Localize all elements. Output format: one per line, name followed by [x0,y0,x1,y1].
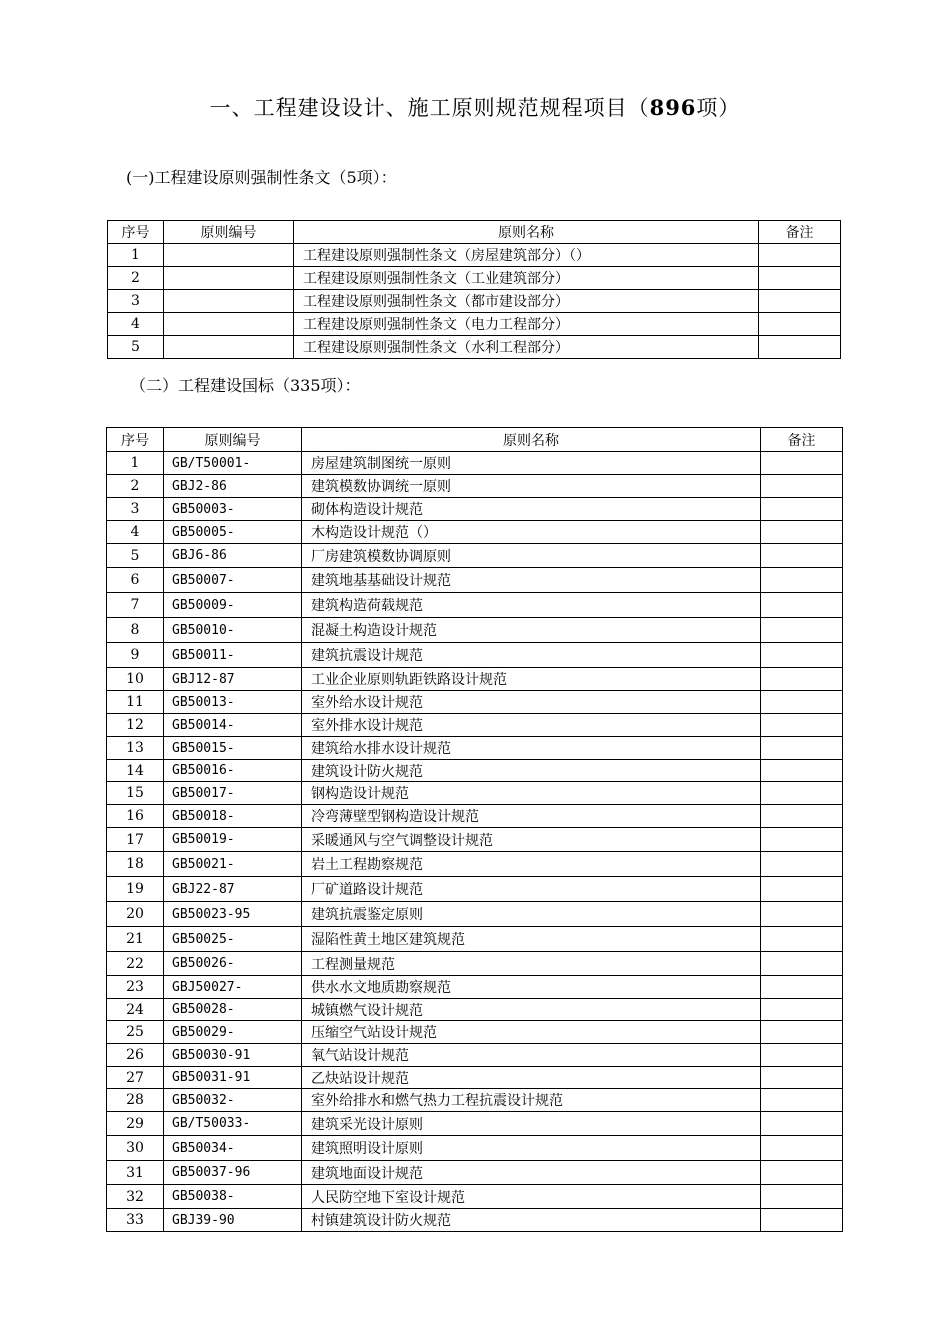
table-row [108,313,841,336]
row-name: 建筑给水排水设计规范 [302,737,761,760]
row-no: 2 [107,475,164,498]
row-name: 工程测量规范 [302,952,761,976]
row-code: GB/T50033- [164,1112,302,1136]
row-note [761,1067,843,1089]
row-name: 人民防空地下室设计规范 [302,1185,761,1209]
row-code: GBJ22-87 [164,877,302,902]
table-row [107,643,843,668]
row-name: 村镇建筑设计防火规范 [302,1209,761,1232]
row-name: 岩土工程勘察规范 [302,852,761,877]
row-note [761,1185,843,1209]
row-code [164,313,294,336]
table-row [107,1161,843,1185]
row-note [759,313,841,336]
row-note [761,805,843,828]
row-code [164,244,294,267]
row-no: 25 [107,1021,164,1044]
section2-table [106,427,843,1232]
row-no: 12 [107,714,164,737]
table-row [107,760,843,782]
row-note [761,475,843,498]
row-note [761,1089,843,1112]
row-code: GB50015- [164,737,302,760]
table-row [108,336,841,359]
row-name: 供水水文地质勘察规范 [302,976,761,999]
row-name: 室外给水设计规范 [302,691,761,714]
table-row [107,1089,843,1112]
row-name: 氧气站设计规范 [302,1044,761,1067]
row-no: 32 [107,1185,164,1209]
row-code [164,267,294,290]
row-no: 3 [108,290,164,313]
row-name: 钢构造设计规范 [302,782,761,805]
table-row [107,805,843,828]
row-no: 9 [107,643,164,668]
table-row [107,1209,843,1232]
row-name: 房屋建筑制图统一原则 [302,452,761,475]
row-note [761,1161,843,1185]
row-note [761,782,843,805]
table-row [108,290,841,313]
table-row [107,782,843,805]
title-count: 896 [649,95,697,120]
row-no: 33 [107,1209,164,1232]
header-name: 原则名称 [302,428,761,452]
table-row [107,1185,843,1209]
row-no: 7 [107,593,164,618]
row-note [761,1209,843,1232]
row-no: 29 [107,1112,164,1136]
row-no: 19 [107,877,164,902]
row-name: 建筑模数协调统一原则 [302,475,761,498]
table-row [107,452,843,475]
table-header-row [107,428,843,452]
row-code: GB50029- [164,1021,302,1044]
row-name: 工程建设原则强制性条文（电力工程部分） [294,313,759,336]
row-name: 工程建设原则强制性条文（都市建设部分） [294,290,759,313]
row-code: GB50017- [164,782,302,805]
row-code: GBJ6-86 [164,544,302,568]
table-row [107,668,843,691]
row-note [761,618,843,643]
row-note [759,244,841,267]
row-code [164,336,294,359]
row-name: 厂矿道路设计规范 [302,877,761,902]
header-no: 序号 [107,428,164,452]
row-code: GB50023-95 [164,902,302,927]
row-no: 6 [107,568,164,593]
row-note [761,737,843,760]
row-no: 3 [107,498,164,521]
row-no: 28 [107,1089,164,1112]
row-code: GB50034- [164,1136,302,1161]
section1-heading: (一)工程建设原则强制性条文（5项）： [126,168,397,187]
row-code: GB50003- [164,498,302,521]
table-row [107,852,843,877]
table-row [107,691,843,714]
row-no: 8 [107,618,164,643]
row-name: 建筑抗震鉴定原则 [302,902,761,927]
title-prefix: 一、工程建设设计、施工原则规范规程项目（ [209,96,650,120]
row-name: 工程建设原则强制性条文（房屋建筑部分）（） [294,244,759,267]
row-note [761,452,843,475]
row-note [761,828,843,852]
row-code: GB50009- [164,593,302,618]
row-note [761,643,843,668]
row-code: GB50038- [164,1185,302,1209]
row-no: 11 [107,691,164,714]
row-name: 建筑采光设计原则 [302,1112,761,1136]
table-row [107,927,843,952]
row-no: 31 [107,1161,164,1185]
row-no: 1 [107,452,164,475]
row-name: 建筑地面设计规范 [302,1161,761,1185]
row-no: 10 [107,668,164,691]
row-code: GB50011- [164,643,302,668]
row-note [761,593,843,618]
row-no: 15 [107,782,164,805]
table-row [107,976,843,999]
row-name: 砌体构造设计规范 [302,498,761,521]
row-name: 建筑抗震设计规范 [302,643,761,668]
row-code: GB50016- [164,760,302,782]
row-note [761,691,843,714]
table-row [107,1136,843,1161]
row-note [761,568,843,593]
row-code: GBJ39-90 [164,1209,302,1232]
row-note [761,668,843,691]
row-note [761,1021,843,1044]
table-row [107,593,843,618]
row-code: GB50031-91 [164,1067,302,1089]
row-note [761,976,843,999]
table-row [107,902,843,927]
table-row [107,952,843,976]
row-note [761,714,843,737]
row-note [761,1136,843,1161]
row-no: 17 [107,828,164,852]
table-row [107,521,843,544]
row-no: 24 [107,999,164,1021]
row-name: 工业企业原则轨距铁路设计规范 [302,668,761,691]
row-note [761,760,843,782]
row-name: 木构造设计规范（） [302,521,761,544]
table-row [107,877,843,902]
row-name: 混凝土构造设计规范 [302,618,761,643]
header-note: 备注 [759,221,841,244]
row-no: 26 [107,1044,164,1067]
row-no: 13 [107,737,164,760]
row-name: 冷弯薄壁型钢构造设计规范 [302,805,761,828]
row-name: 建筑构造荷载规范 [302,593,761,618]
table-row [108,267,841,290]
table-row [107,475,843,498]
table-row [107,999,843,1021]
header-note: 备注 [761,428,843,452]
header-name: 原则名称 [294,221,759,244]
section2-heading: （二）工程建设国标（335项）： [130,376,361,395]
table-row [107,737,843,760]
row-name: 乙炔站设计规范 [302,1067,761,1089]
row-code [164,290,294,313]
row-no: 18 [107,852,164,877]
row-name: 室外排水设计规范 [302,714,761,737]
row-note [761,952,843,976]
table-row [107,498,843,521]
row-code: GB50013- [164,691,302,714]
table-row [107,618,843,643]
table-row [107,544,843,568]
row-name: 室外给排水和燃气热力工程抗震设计规范 [302,1089,761,1112]
table-row [108,244,841,267]
table-row [107,568,843,593]
section1-table [107,220,841,359]
row-name: 工程建设原则强制性条文（水利工程部分） [294,336,759,359]
row-no: 5 [107,544,164,568]
row-name: 压缩空气站设计规范 [302,1021,761,1044]
row-name: 厂房建筑模数协调原则 [302,544,761,568]
row-no: 30 [107,1136,164,1161]
row-code: GB50007- [164,568,302,593]
row-code: GB50010- [164,618,302,643]
row-no: 14 [107,760,164,782]
row-name: 建筑设计防火规范 [302,760,761,782]
row-code: GBJ50027- [164,976,302,999]
header-code: 原则编号 [164,428,302,452]
row-no: 1 [108,244,164,267]
row-code: GB/T50001- [164,452,302,475]
row-no: 23 [107,976,164,999]
row-name: 湿陷性黄土地区建筑规范 [302,927,761,952]
row-note [761,498,843,521]
row-code: GB50019- [164,828,302,852]
table-row [107,1021,843,1044]
row-code: GB50014- [164,714,302,737]
row-code: GB50021- [164,852,302,877]
row-code: GBJ2-86 [164,475,302,498]
row-code: GB50005- [164,521,302,544]
row-note [761,999,843,1021]
row-no: 20 [107,902,164,927]
row-code: GB50026- [164,952,302,976]
page-title [0,92,950,122]
row-note [761,1044,843,1067]
row-note [759,267,841,290]
row-code: GB50037-96 [164,1161,302,1185]
row-code: GBJ12-87 [164,668,302,691]
row-no: 4 [107,521,164,544]
row-no: 22 [107,952,164,976]
row-note [761,521,843,544]
row-name: 建筑地基基础设计规范 [302,568,761,593]
row-note [761,877,843,902]
row-no: 21 [107,927,164,952]
row-note [761,1112,843,1136]
table-row [107,1112,843,1136]
row-note [759,290,841,313]
header-code: 原则编号 [164,221,294,244]
row-note [761,852,843,877]
row-name: 城镇燃气设计规范 [302,999,761,1021]
row-code: GB50028- [164,999,302,1021]
row-code: GB50025- [164,927,302,952]
table-row [107,828,843,852]
row-code: GB50018- [164,805,302,828]
row-name: 建筑照明设计原则 [302,1136,761,1161]
row-note [759,336,841,359]
row-name: 采暖通风与空气调整设计规范 [302,828,761,852]
table-row [107,1044,843,1067]
row-name: 工程建设原则强制性条文（工业建筑部分） [294,267,759,290]
table-row [107,1067,843,1089]
row-note [761,544,843,568]
row-note [761,902,843,927]
title-suffix: 项） [696,96,741,120]
header-no: 序号 [108,221,164,244]
table-row [107,714,843,737]
row-no: 2 [108,267,164,290]
row-code: GB50030-91 [164,1044,302,1067]
row-no: 16 [107,805,164,828]
row-no: 4 [108,313,164,336]
row-code: GB50032- [164,1089,302,1112]
row-no: 5 [108,336,164,359]
row-note [761,927,843,952]
row-no: 27 [107,1067,164,1089]
table-header-row [108,221,841,244]
